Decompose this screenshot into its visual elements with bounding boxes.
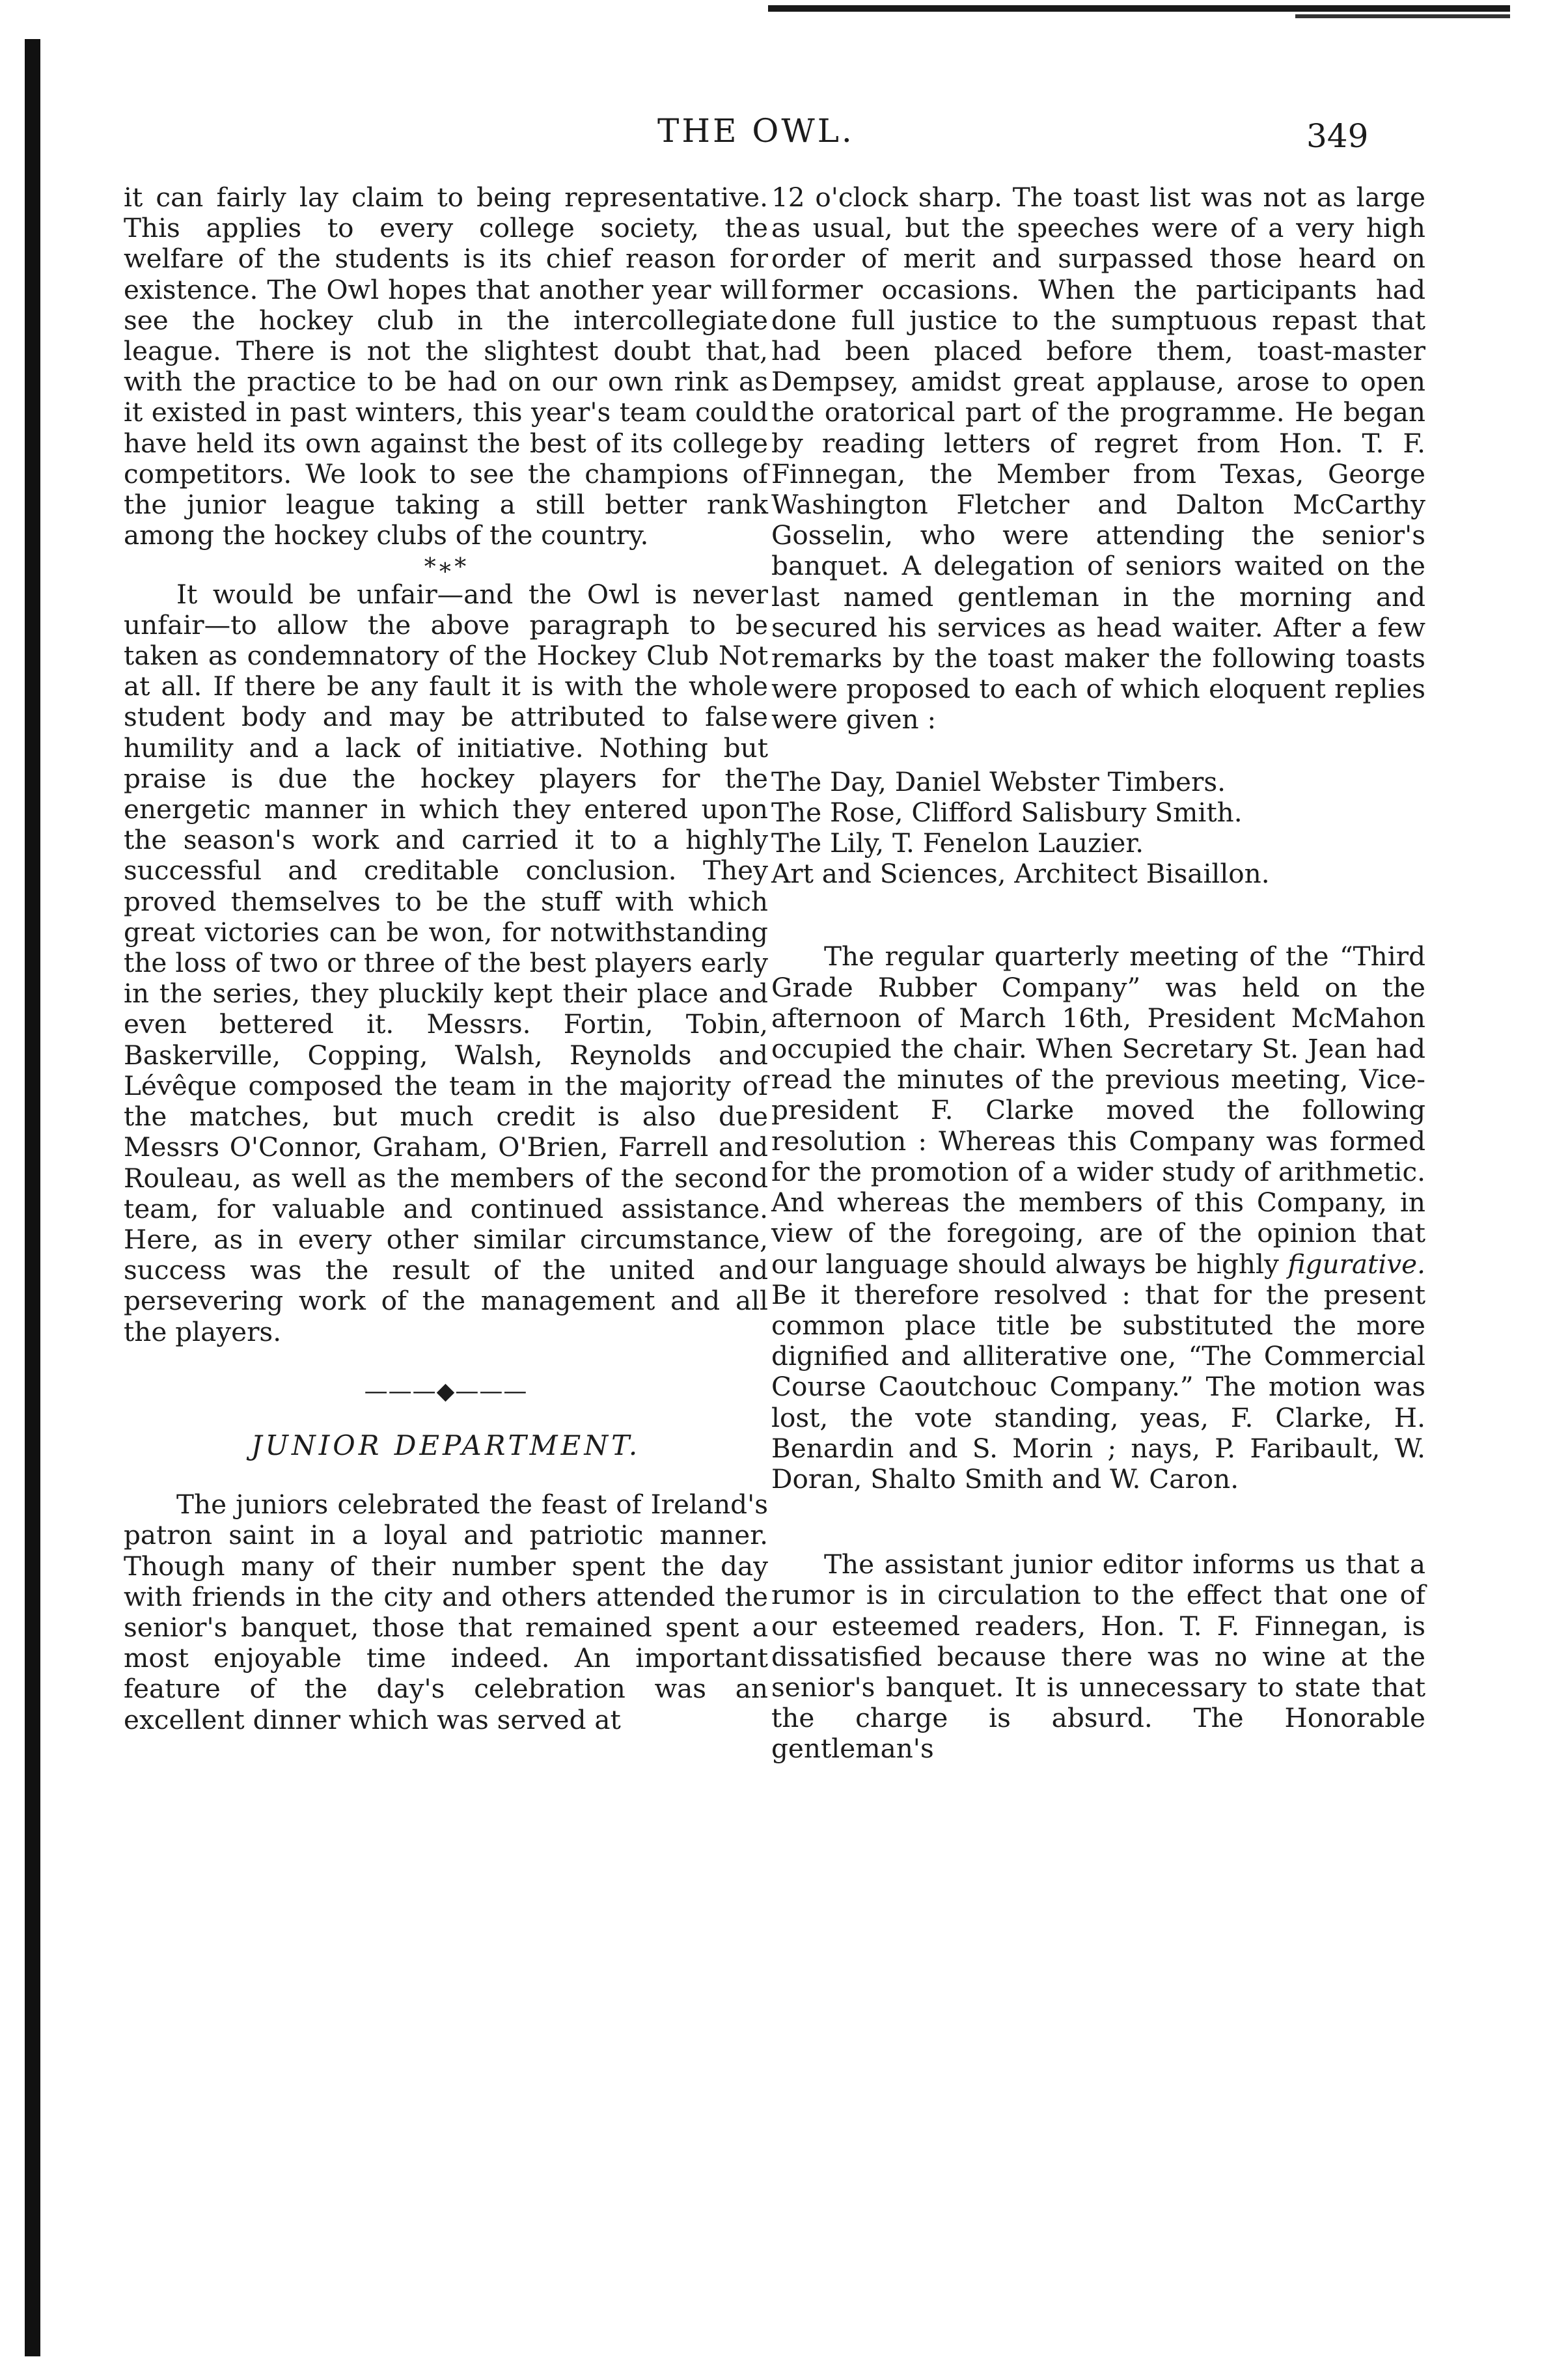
paragraph-toast-list-intro: 12 o'clock sharp. The toast list was not as large as usual, but the speeches were of a very high order of merit and surpassed those heard on former occasions. When the participants had done full justice to the sumptuous repast that had been placed before them, toast-master Dempsey, amidst great applause, arose to open the oratorical part of the programme. He began by reading letters of regret from Hon. T. F. Finnegan, the Member from Texas, George Washington Fletcher and Dalton McCarthy Gosselin, who were attending the senior's banquet. A delegation of seniors waited on the last named gentleman in the morning and secured his services as head waiter. After a few remarks by the toast maker the following toasts were proposed to each of which eloquent replies were given : (771, 182, 1425, 736)
section-heading-junior-department: JUNIOR DEPARTMENT. (251, 1429, 641, 1461)
running-title: THE OWL. (657, 112, 855, 150)
binding-edge (25, 39, 40, 2356)
page-header (0, 112, 1568, 164)
paragraph-wine-rumor: The assistant junior editor informs us that a rumor is in circulation to the effect that one of our esteemed readers, Hon. T. F. Finnegan, is dissatisfied because there was no wine at the senior's banquet. It is unnecessary to state that the charge is absurd. The Honorable gentleman's (771, 1549, 1425, 1765)
paragraph-hockey-representative: it can fairly lay claim to being representative. This applies to every college society, the welfare of the students is its chief reason for existence. The Owl hopes that another year will see the hockey club in the intercollegiate league. There is not the slightest doubt that, with the practice to be had on our own rink as it existed in past winters, this year's team could have held its own against the best of its college competitors. We look to see the champions of the junior league taking a still better rank among the hockey clubs of the country. (124, 182, 768, 551)
toast-item: The Rose, Clifford Salisbury Smith. (771, 796, 1243, 828)
paragraph-rubber-company-meeting (771, 941, 1425, 1495)
toast-list (771, 767, 1425, 890)
toast-item: The Day, Daniel Webster Timbers. (771, 765, 1226, 797)
page-number: 349 (1306, 117, 1369, 155)
meeting-text: The regular quarterly meeting of the “Third Grade Rubber Company” was held on the afternoon of March 16th, President McMahon occupied the chair. When Secretary St. Jean had read the minutes of the previous meeting, Vice-president F. Clarke moved the following resolution : Whereas this Company was formed for the promotion of a wider study of arithmetic. And whereas the members of this Company, in view of the foregoing, are of the opinion that our language should always be highly (771, 941, 1425, 1280)
top-border-rule (768, 5, 1510, 12)
toast-item: The Lily, T. Fenelon Lauzier. (771, 827, 1144, 859)
top-border-rule-secondary (1295, 14, 1510, 18)
italic-word-figurative: figurative. (1287, 1248, 1425, 1280)
paragraph-gap (771, 1495, 1425, 1549)
meeting-text-continued: Be it therefore resolved : that for the present common place title be substituted the more dignified and alliterative one, “The Commercial Course Caoutchouc Company.” The motion was lost, the vote standing, yeas, F. Clarke, H. Benardin and S. Morin ; nays, P. Faribault, W. Doran, Shalto Smith and W. Caron. (771, 1278, 1425, 1495)
left-column (124, 182, 768, 1735)
paragraph-hockey-praise: It would be unfair—and the Owl is never unfair—to allow the above paragraph to be taken as condemnatory of the Hockey Club Not at all. If there be any fault it is with the whole student body and may be attributed to false humility and a lack of initiative. Nothing but praise is due the hockey players for the energetic manner in which they entered upon the season's work and carried it to a highly successful and creditable conclusion. They proved themselves to be the stuff with which great victories can be won, for notwithstanding the loss of two or three of the best players early in the series, they pluckily kept their place and even bettered it. Messrs. Fortin, Tobin, Baskerville, Copping, Walsh, Reynolds and Lévêque composed the team in the majority of the matches, but much credit is also due Messrs O'Connor, Graham, O'Brien, Farrell and Rouleau, as well as the members of the second team, for valuable and continued assistance. Here, as in every other similar circumstance, success was the result of the united and persevering work of the management and all the players. (124, 578, 768, 1347)
section-separator-asterisks: *∗* (424, 554, 468, 581)
toast-item: Art and Sciences, Architect Bisaillon. (771, 858, 1270, 890)
ornamental-divider: ———◆——— (364, 1377, 528, 1405)
right-column (771, 182, 1425, 1765)
paragraph-juniors-feast: The juniors celebrated the feast of Ireland's patron saint in a loyal and patriotic manner. Though many of their number spent the day with friends in the city and others attended the senior's banquet, those that remained spent a most enjoyable time indeed. An important feature of the day's celebration was an excellent dinner which was served at (124, 1489, 768, 1735)
